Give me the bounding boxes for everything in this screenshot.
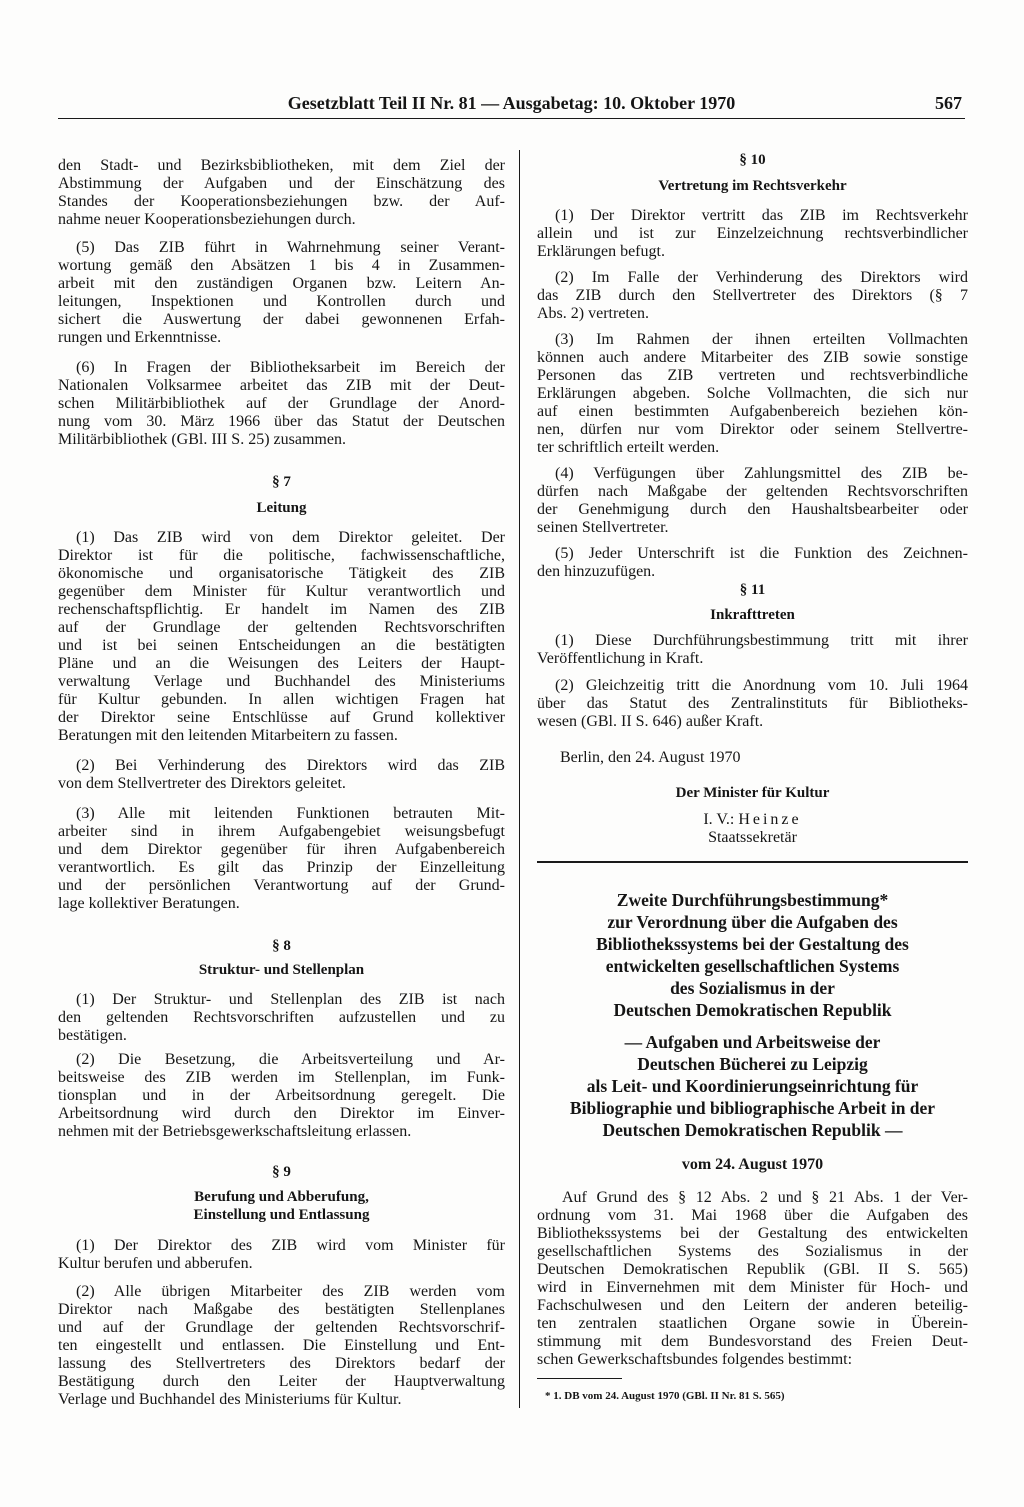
text-line: sichert die Auswertung der dabei gewonnenen Erfah- [58,311,505,328]
regulation-date: vom 24. August 1970 [681,1156,824,1173]
text-line: bestätigen. [58,1027,127,1044]
text-line: schen Gewerkschaftsbundes folgendes bestimmt: [537,1351,853,1368]
text-line: der Direktor seine Entschlüsse auf Grund kollektiver [58,709,505,726]
regulation-subtitle [537,1031,968,1141]
text-line: Verlage und Buchhandel des Ministeriums für Kultur. [58,1391,402,1408]
text-line: (2) Alle übrigen Mitarbeiter des ZIB werden vom [76,1283,505,1300]
text-line: über das Statut des Zentralinstituts für Bibliotheks- [537,695,968,712]
text-line: (4) Verfügungen über Zahlungsmittel des ZIB be- [555,465,968,482]
text-line: seinen Stellvertreter. [537,519,669,536]
text-line: Militärbibliothek (GBl. III S. 25) zusammen. [58,431,346,448]
text-line: den Stadt- und Bezirksbibliotheken, mit dem Ziel der [58,157,505,174]
signatory-prefix: I. V.: [703,811,735,828]
text-line: Bibliothekssystems bei der Gestaltung des entwickelten [537,1225,968,1242]
paragraph-6-6 [58,359,505,449]
text-line: auf der Grundlage der geltenden Rechtsvorschriften [58,619,505,636]
text-line: wesen (GBl. II S. 646) außer Kraft. [537,713,764,730]
text-line: Abstimmung der Aufgaben und der Einschätzung des [58,175,505,192]
text-line: Bibliographie und bibliographische Arbeit in der [569,1098,936,1118]
paragraph-9-1 [58,1237,505,1273]
text-line: können auch andere Mitarbeiter des ZIB sowie sonstige [537,349,968,366]
text-line: (2) Im Falle der Verhinderung des Direktors wird [555,269,968,286]
text-line: beitsweise des ZIB werden im Stellenplan, im Funk- [58,1069,505,1086]
text-line: der Genehmigung durch den Haushaltsbearbeiter oder [537,501,968,518]
text-line: Deutschen Demokratischen Republik [613,1000,892,1020]
text-line: (3) Alle mit leitenden Funktionen betrauten Mit- [76,805,505,822]
text-line: Veröffentlichung in Kraft. [537,650,704,667]
text-line: (6) In Fragen der Bibliotheksarbeit im Bereich der [76,359,505,376]
section-11-title: Inkrafttreten [710,607,795,623]
text-line: (1) Das ZIB wird von dem Direktor geleitet. Der [76,529,505,546]
section-9-number: § 9 [272,1164,291,1180]
text-line: ordnung vom 31. Mai 1968 über die Aufgaben des [537,1207,968,1224]
text-line: schen Militärbibliothek auf der Grundlage der Anord- [58,395,505,412]
section-8-title: Struktur- und Stellenplan [198,962,365,978]
text-line: Standes der Kooperationsbeziehungen bzw. der Auf- [58,193,505,210]
text-line: entwickelten gesellschaftlichen Systems [605,956,900,976]
signatory-title: Staatssekretär [708,829,797,846]
text-line: gegenüber dem Minister für Kultur verantwortlich und [58,583,505,600]
text-line: von dem Stellvertreter des Direktors geleitet. [58,775,346,792]
text-line: Bestätigung durch den Leiter der Hauptverwaltung [58,1373,505,1390]
paragraph-8-2 [58,1051,505,1141]
text-line: des Sozialismus in der [670,978,835,998]
section-10-number: § 10 [739,152,766,168]
text-line: ten eingestellt und entlassen. Die Einstellung und Ent- [58,1337,505,1354]
text-line: Auf Grund des § 12 Abs. 2 und § 21 Abs. 1 der Ver- [562,1189,968,1206]
text-line: (1) Diese Durchführungsbestimmung tritt mit ihrer [555,632,968,649]
footnote: * 1. DB vom 24. August 1970 (GBl. II Nr. 81 S. 565) [545,1390,785,1402]
paragraph-10-2 [537,269,968,323]
text-line: lassung des Stellvertreters des Direktors bedarf der [58,1355,505,1372]
text-line: (1) Der Struktur- und Stellenplan des ZIB ist nach [76,991,505,1008]
paragraph-10-4 [537,465,968,537]
text-line: (2) Die Besetzung, die Arbeitsverteilung und Ar- [76,1051,505,1068]
text-line: Abs. 2) vertreten. [537,305,649,322]
text-line: dürfen nach Maßgabe der geltenden Rechtsvorschriften [537,483,968,500]
text-line: (1) Der Direktor vertritt das ZIB im Rechtsverkehr [555,207,968,224]
text-line: Deutschen Bücherei zu Leipzig [637,1054,868,1074]
text-line: Kultur berufen und abberufen. [58,1255,253,1272]
signatory-name: Heinze [738,811,802,828]
text-line: verantwortlich. Es gilt das Prinzip der Einzelleitung [58,859,505,876]
text-line: lage kollektiver Beratungen. [58,895,240,912]
text-line: auf einen bestimmten Aufgabenbereich beziehen kön- [537,403,968,420]
footnote-rule [537,1378,622,1379]
paragraph-10-5 [537,545,968,581]
text-line: und dem Direktor gegenüber für ihren Aufgabenbereich [58,841,505,858]
paragraph-7-1 [58,529,505,745]
section-7-number: § 7 [272,474,291,490]
text-line: den hinzuzufügen. [537,563,656,580]
text-line: Direktor nach Maßgabe des bestätigten Stellenplanes [58,1301,505,1318]
text-line: Beratungen mit den leitenden Mitarbeitern zu fassen. [58,727,398,744]
text-line: stimmung mit dem Bundesvorstand des Freien Deut- [537,1333,968,1350]
text-line: ökonomische und organisatorische Tätigkeit des ZIB [58,565,505,582]
text-line: Deutschen Demokratischen Republik (GBl. II S. 565) [537,1261,968,1278]
section-separator-rule [537,861,968,863]
signing-office: Der Minister für Kultur [675,785,830,801]
text-line: und ist bei seinen Entscheidungen an die bestätigten [58,637,505,654]
text-line: als Leit- und Koordinierungseinrichtung für [586,1076,919,1096]
text-line: (2) Bei Verhinderung des Direktors wird das ZIB [76,757,505,774]
text-line: nahme neuer Kooperationsbeziehungen durch. [58,211,356,228]
text-line: nung vom 30. März 1966 über das Statut der Deutschen [58,413,505,430]
text-line: (5) Jeder Unterschrift ist die Funktion des Zeichnen- [555,545,968,562]
paragraph-10-1 [537,207,968,261]
text-line: Personen das ZIB vertreten und rechtsverbindliche [537,367,968,384]
text-line: und der persönlichen Verantwortung auf der Grund- [58,877,505,894]
text-line: tionsplan und in der Arbeitsordnung geregelt. Die [58,1087,505,1104]
text-line: wird in Einvernehmen mit dem Minister für Hoch- und [537,1279,968,1296]
paragraph-8-1 [58,991,505,1045]
page-number: 567 [935,93,962,113]
section-11-number: § 11 [739,582,766,598]
column-divider [519,150,520,1408]
text-line: nehmen mit der Betriebsgewerkschaftsleitung erlassen. [58,1123,412,1140]
section-9-title-line2: Einstellung und Entlassung [193,1207,370,1223]
section-7-title: Leitung [256,500,307,516]
text-line: Fachschulwesen und den Leitern der anderen beteilig- [537,1297,968,1314]
paragraph-11-1 [537,632,968,668]
regulation-title [537,889,968,1021]
text-line: Nationalen Volksarmee arbeitet das ZIB mit der Deut- [58,377,505,394]
paragraph-9-2 [58,1283,505,1409]
text-line: rechenschaftspflichtig. Er handelt im Namen des ZIB [58,601,505,618]
text-line: (5) Das ZIB führt in Wahrnehmung seiner Verant- [76,239,505,256]
place-date: Berlin, den 24. August 1970 [560,749,741,766]
text-line: ter schriftlich erteilt werden. [537,439,720,456]
text-line: wortung gemäß den Absätzen 1 bis 4 in Zusammen- [58,257,505,274]
paragraph-7-3 [58,805,505,913]
text-line: (3) Im Rahmen der ihnen erteilten Vollmachten [555,331,968,348]
text-line: gesellschaftlichen Systems des Sozialismus in der [537,1243,968,1260]
text-line: arbeiter sind in ihrem Aufgabengebiet weisungsbefugt [58,823,505,840]
text-line: leitungen, Inspektionen und Kontrollen durch und [58,293,505,310]
running-header: Gesetzblatt Teil II Nr. 81 — Ausgabetag: 10. Oktober 1970 [287,93,736,113]
text-line: Erklärungen abgeben. Solche Vollmachten, die sich nur [537,385,968,402]
text-line: — Aufgaben und Arbeitsweise der [624,1032,881,1052]
text-line: Erklärungen befugt. [537,243,665,260]
text-line: (1) Der Direktor des ZIB wird vom Minister für [76,1237,505,1254]
paragraph-7-2 [58,757,505,793]
text-line: verwaltung Verlage und Buchhandel des Ministeriums [58,673,505,690]
text-line: nen, dürfen nur vom Direktor oder seinem Stellvertre- [537,421,968,438]
text-line: Bibliothekssystems bei der Gestaltung des [596,934,909,954]
section-8-number: § 8 [272,938,291,954]
text-line: für Kultur gebunden. In allen wichtigen Fragen hat [58,691,505,708]
text-line: das ZIB durch den Stellvertreter des Direktors (§ 7 [537,287,968,304]
preamble [537,1189,968,1369]
text-line: ten zentralen staatlichen Organe sowie in Überein- [537,1315,968,1332]
section-10-title: Vertretung im Rechtsverkehr [658,178,847,194]
paragraph-11-2 [537,677,968,731]
text-line: zur Verordnung über die Aufgaben des [607,912,898,932]
text-line: arbeit mit den zuständigen Organen bzw. Leitern An- [58,275,505,292]
paragraph-10-3 [537,331,968,457]
text-line: und auf der Grundlage der geltenden Rechtsvorschrif- [58,1319,505,1336]
paragraph-continued [58,157,505,229]
text-line: Direktor ist für die politische, fachwissenschaftliche, [58,547,505,564]
text-line: den geltenden Rechtsvorschriften aufzustellen und zu [58,1009,505,1026]
signatory [537,811,968,829]
paragraph-6-5 [58,239,505,347]
text-line: allein und ist zur Einzelzeichnung rechtsverbindlicher [537,225,968,242]
text-line: Pläne und an die Weisungen des Leiters der Haupt- [58,655,505,672]
text-line: Zweite Durchführungsbestimmung* [616,890,889,910]
text-line: rungen und Erkenntnisse. [58,329,222,346]
text-line: (2) Gleichzeitig tritt die Anordnung vom 10. Juli 1964 [555,677,968,694]
text-line: Deutschen Demokratischen Republik — [602,1120,903,1140]
text-line: Arbeitsordnung wird durch den Direktor im Einver- [58,1105,505,1122]
section-9-title-line1: Berufung und Abberufung, [194,1189,369,1205]
header-rule [58,118,965,119]
